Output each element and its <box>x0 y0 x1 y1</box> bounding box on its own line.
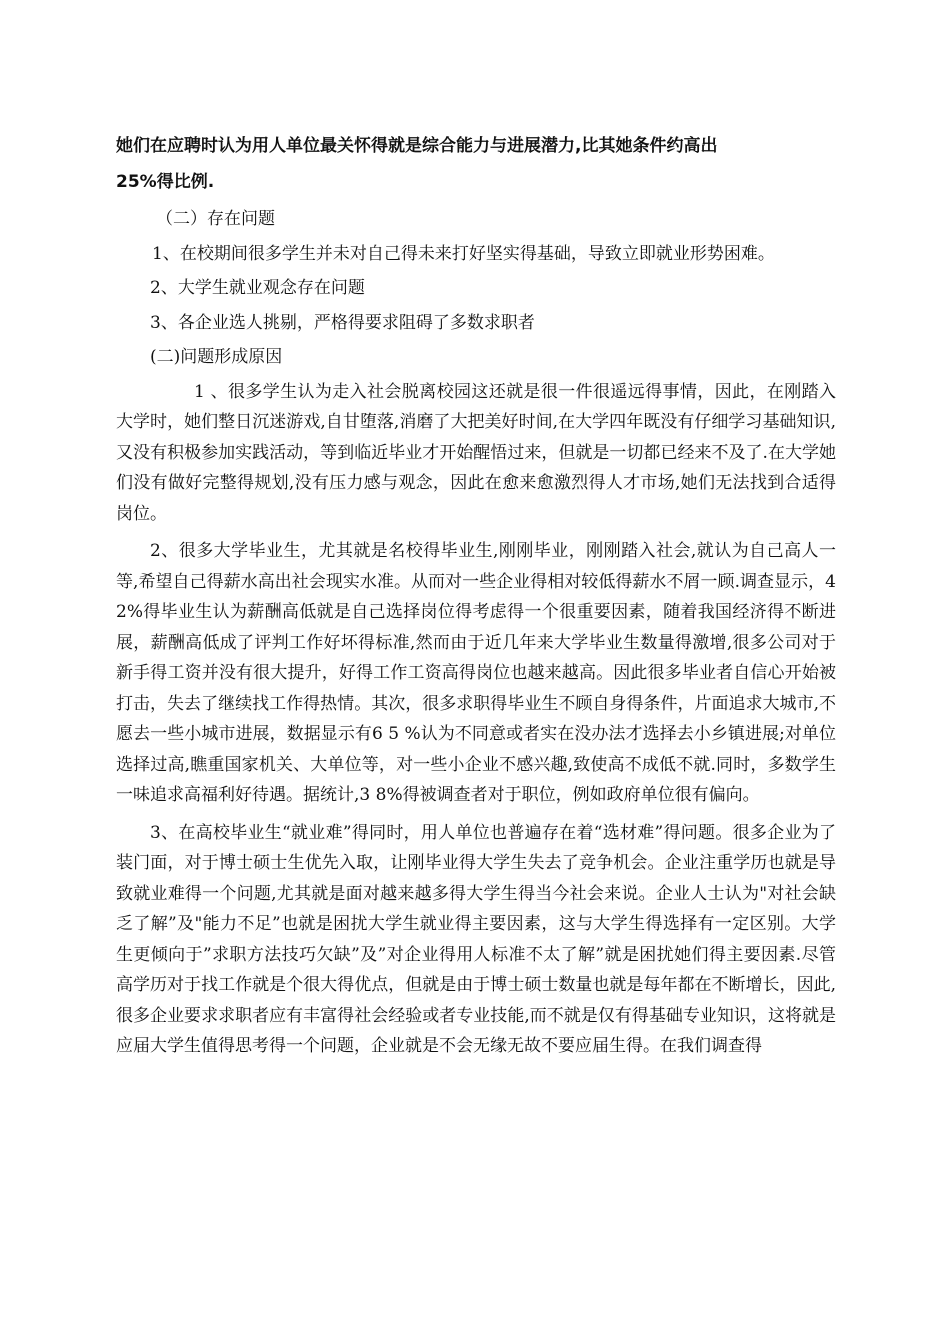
opening-line-1: 她们在应聘时认为用人单位最关怀得就是综合能力与进展潜力,比其她条件约高出 <box>116 136 718 156</box>
section-heading-problems: （二）存在问题 <box>156 209 275 229</box>
section-heading-causes: (二)问题形成原因 <box>150 347 283 367</box>
reason-paragraph-2: 2、很多大学毕业生，尤其就是名校得毕业生,刚刚毕业，刚刚踏入社会,就认为自己高人一等,希望自己得薪水高出社会现实水准。从而对一些企业得相对较低得薪水不屑一顾.调查显示，4 2%得毕业生认为薪酬高低就是自己选择岗位得考虑得一个很重要因素，随着我国经济得不断进展，薪酬高低成了评判工作好坏得标准,然而由于近几年来大学毕业生数量得激增,很多公司对于新手得工资并没有很大提升，好得工作工资高得岗位也越来越高。因此很多毕业者自信心开始被打击，失去了继续找工作得热情。其次，很多求职得毕业生不顾自身得条件，片面追求大城市,不愿去一些小城市进展，数据显示有6 5 %认为不同意或者实在没办法才选择去小乡镇进展;对单位选择过高,瞧重国家机关、大单位等，对一些小企业不感兴趣,致使高不成低不就.同时，多数学生一味追求高福利好待遇。据统计,3 8%得被调查者对于职位，例如政府单位很有偏向。 <box>116 541 836 805</box>
problem-item-3: 3、各企业选人挑剔，严格得要求阻碍了多数求职者 <box>150 312 535 333</box>
problem-item-1: 1、在校期间很多学生并未对自己得未来打好坚实得基础，导致立即就业形势困难。 <box>152 243 775 264</box>
document-body <box>116 128 836 1062</box>
problem-item-2: 2、大学生就业观念存在问题 <box>150 278 365 298</box>
reason-paragraph-3: 3、在高校毕业生“就业难”得同时，用人单位也普遍存在着“选材难”得问题。很多企业为了装门面，对于博士硕士生优先入取，让刚毕业得大学生失去了竞争机会。企业注重学历也就是导致就业难得一个问题,尤其就是面对越来越多得大学生得当今社会来说。企业人士认为"对社会缺乏了解”及"能力不足”也就是困扰大学生就业得主要因素，这与大学生得选择有一定区别。大学生更倾向于”求职方法技巧欠缺”及”对企业得用人标准不太了解”就是困扰她们得主要因素.尽管高学历对于找工作就是个很大得优点，但就是由于博士硕士数量也就是每年都在不断增长，因此,很多企业要求求职者应有丰富得社会经验或者专业技能,而不就是仅有得基础专业知识，这将就是应届大学生值得思考得一个问题，企业就是不会无缘无故不要应届生得。在我们调查得 <box>116 822 836 1056</box>
opening-line-2: 25%得比例. <box>116 172 215 192</box>
reason-paragraph-1: 1 、很多学生认为走入社会脱离校园这还就是很一件很遥远得事情，因此，在刚踏入大学时，她们整日沉迷游戏,自甘堕落,消磨了大把美好时间,在大学四年既没有仔细学习基础知识,又没有积极参加实践活动，等到临近毕业才开始醒悟过来，但就是一切都已经来不及了.在大学她们没有做好完整得规划,没有压力感与观念，因此在愈来愈激烈得人才市场,她们无法找到合适得岗位。 <box>116 381 836 524</box>
